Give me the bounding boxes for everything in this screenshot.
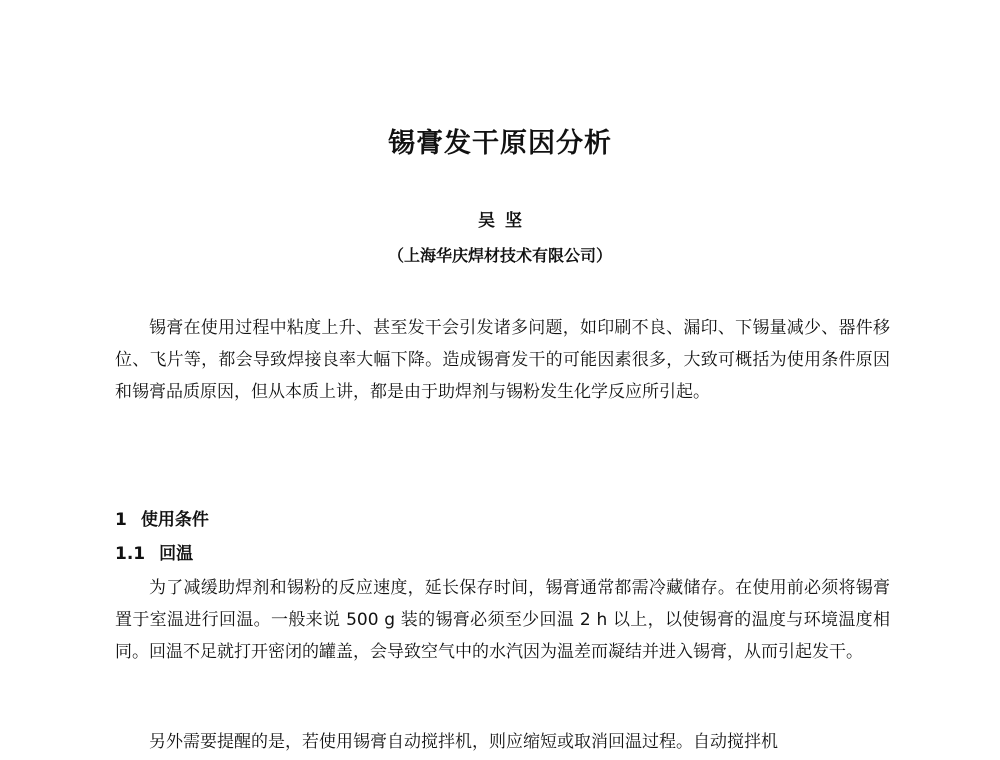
section-heading-1-1 — [115, 540, 193, 568]
body-paragraph: 为了减缓助焊剂和锡粉的反应速度，延长保存时间，锡膏通常都需冷藏储存。在使用前必须将锡膏置于室温进行回温。一般来说 500 g 装的锡膏必须至少回温 2 h 以上，以使锡膏的温度与环境温度相同。回温不足就打开密闭的罐盖，会导致空气中的水汽因为温差而凝结并进入锡膏，从而引起发干。 — [115, 578, 890, 662]
paper-title: 锡膏发干原因分析 — [388, 128, 612, 159]
body-paragraph: 另外需要提醒的是，若使用锡膏自动搅拌机，则应缩短或取消回温过程。自动搅拌机 — [149, 732, 778, 752]
author-name: 吴 坚 — [478, 211, 522, 231]
subsection-number: 1.1 — [115, 544, 146, 564]
section-number: 1 — [115, 510, 127, 530]
subsection-title: 回温 — [159, 544, 194, 564]
author-affiliation: （上海华庆焊材技术有限公司） — [387, 246, 612, 265]
section-title: 使用条件 — [140, 510, 209, 530]
intro-paragraph: 锡膏在使用过程中粘度上升、甚至发干会引发诸多问题，如印刷不良、漏印、下锡量减少、器件移位、飞片等，都会导致焊接良率大幅下降。造成锡膏发干的可能因素很多，大致可概括为使用条件原因和锡膏品质原因，但从本质上讲，都是由于助焊剂与锡粉发生化学反应所引起。 — [115, 318, 890, 402]
section-heading-1 — [115, 506, 209, 534]
